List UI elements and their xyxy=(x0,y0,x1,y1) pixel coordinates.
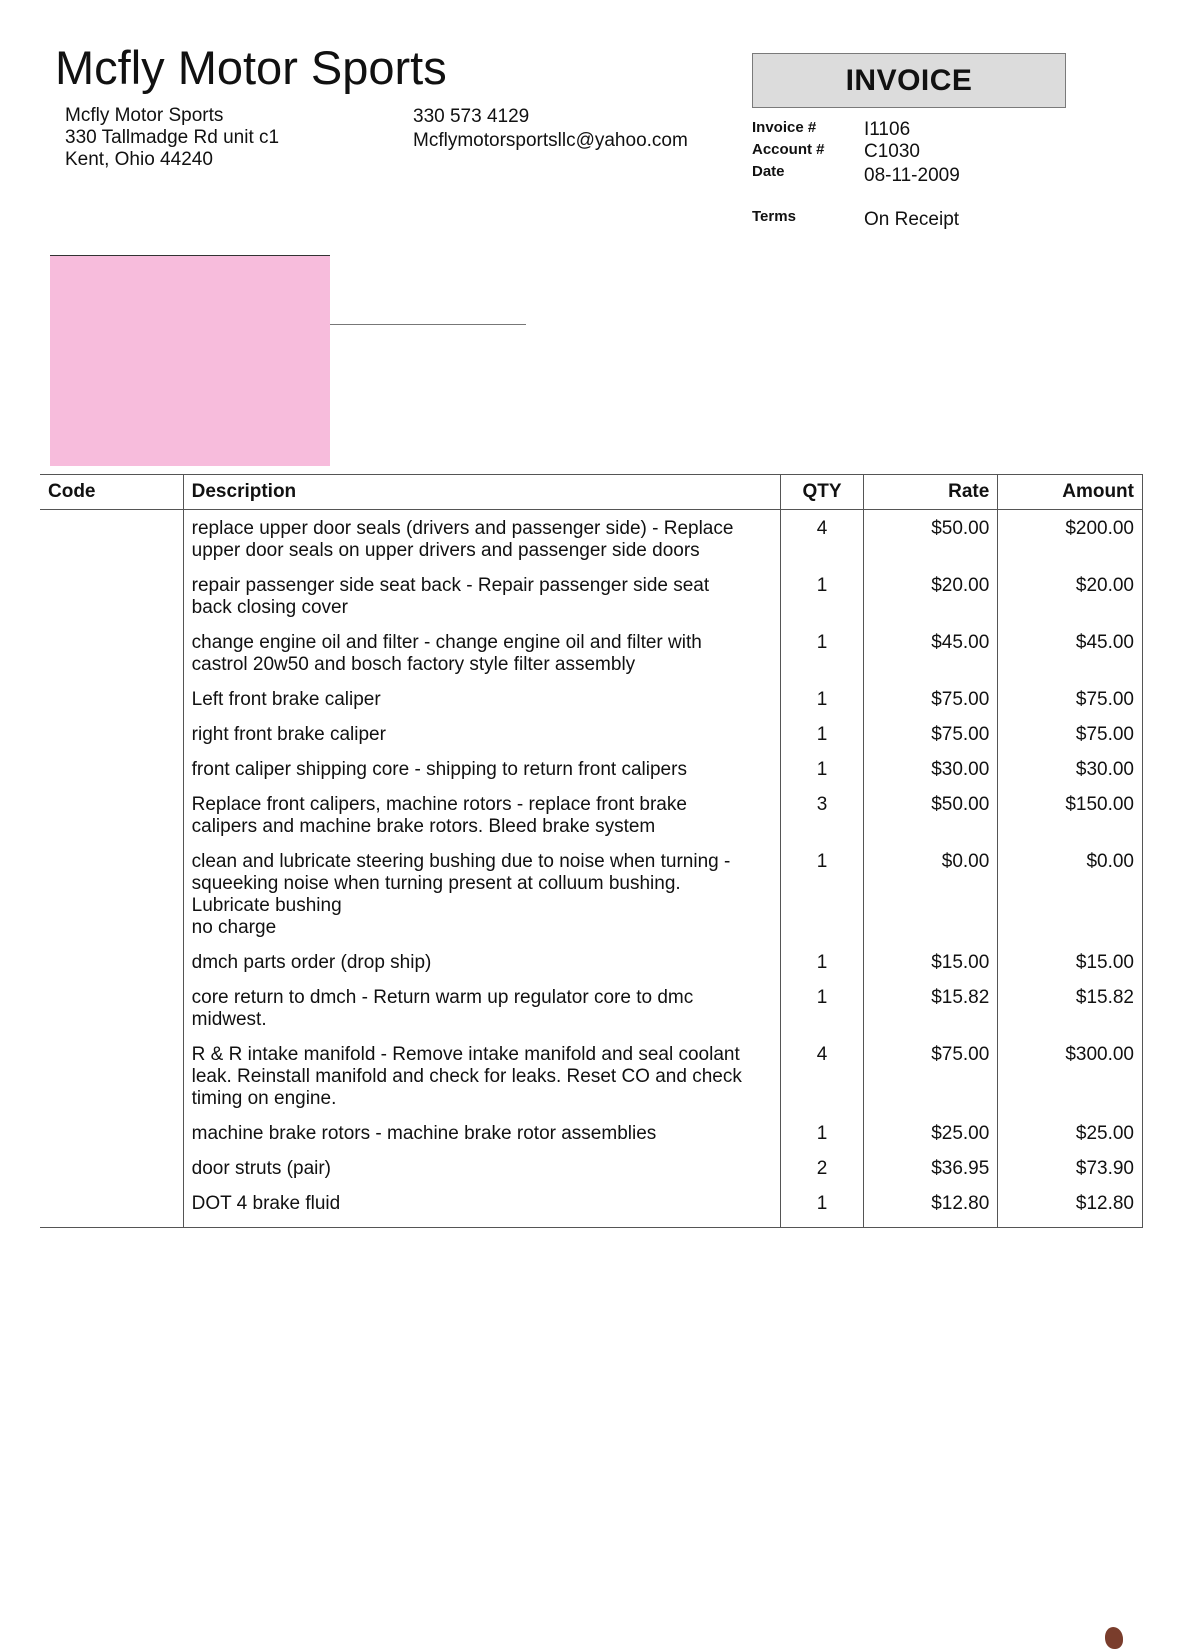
table-row xyxy=(40,751,1143,786)
description-line: calipers and machine brake rotors. Bleed brake system xyxy=(191,816,656,837)
cell-amount: $200.00 xyxy=(998,510,1143,568)
table-row xyxy=(40,1115,1143,1150)
description-line: upper door seals on upper drivers and passenger side doors xyxy=(191,540,700,561)
description-line: midwest. xyxy=(191,1009,267,1030)
company-title: Mcfly Motor Sports xyxy=(55,41,447,94)
cell-qty: 1 xyxy=(781,979,863,1036)
description-line: replace upper door seals (drivers and passenger side) - Replace xyxy=(191,518,734,539)
table-row xyxy=(40,510,1143,568)
description-line: squeeking noise when turning present at colluum bushing. xyxy=(191,873,681,894)
description-line: castrol 20w50 and bosch factory style filter assembly xyxy=(191,654,636,675)
table-row xyxy=(40,843,1143,944)
cell-description xyxy=(183,1036,781,1115)
address-line-2: 330 Tallmadge Rd unit c1 xyxy=(65,127,280,148)
cell-qty: 3 xyxy=(781,786,863,843)
invoice-number-label: Invoice # xyxy=(752,119,817,136)
table-row xyxy=(40,786,1143,843)
description-line: change engine oil and filter - change engine oil and filter with xyxy=(191,632,702,653)
cell-amount: $300.00 xyxy=(998,1036,1143,1115)
table-row xyxy=(40,1036,1143,1115)
cell-code xyxy=(40,1115,183,1150)
description-line: front caliper shipping core - shipping to return front calipers xyxy=(191,759,687,780)
description-line: door struts (pair) xyxy=(191,1158,332,1179)
table-row xyxy=(40,716,1143,751)
cell-code xyxy=(40,1036,183,1115)
cell-description xyxy=(183,1185,781,1228)
cell-rate: $0.00 xyxy=(863,843,998,944)
cell-code xyxy=(40,751,183,786)
invoice-heading: INVOICE xyxy=(752,53,1066,108)
cell-amount: $0.00 xyxy=(998,843,1143,944)
cell-code xyxy=(40,681,183,716)
description-line: core return to dmch - Return warm up regulator core to dmc xyxy=(191,987,694,1008)
cell-amount: $45.00 xyxy=(998,624,1143,681)
table-row xyxy=(40,681,1143,716)
cell-amount: $12.80 xyxy=(998,1185,1143,1228)
cell-rate: $12.80 xyxy=(863,1185,998,1228)
cell-description xyxy=(183,843,781,944)
cell-description xyxy=(183,1150,781,1185)
table-row xyxy=(40,624,1143,681)
company-contact xyxy=(413,105,688,153)
cell-qty: 1 xyxy=(781,681,863,716)
cell-code xyxy=(40,843,183,944)
date-value: 08-11-2009 xyxy=(864,165,960,186)
terms-label: Terms xyxy=(752,208,796,225)
cell-rate: $75.00 xyxy=(863,681,998,716)
cell-rate: $75.00 xyxy=(863,1036,998,1115)
cell-description xyxy=(183,979,781,1036)
cell-qty: 1 xyxy=(781,624,863,681)
description-line: back closing cover xyxy=(191,597,348,618)
cell-rate: $50.00 xyxy=(863,786,998,843)
cell-amount: $73.90 xyxy=(998,1150,1143,1185)
header-amount: Amount xyxy=(998,475,1143,510)
description-line: R & R intake manifold - Remove intake manifold and seal coolant xyxy=(191,1044,740,1065)
cell-description xyxy=(183,624,781,681)
table-row xyxy=(40,1185,1143,1228)
header-qty: QTY xyxy=(781,475,863,510)
cell-amount: $150.00 xyxy=(998,786,1143,843)
terms-value: On Receipt xyxy=(864,209,960,230)
cell-rate: $75.00 xyxy=(863,716,998,751)
header-code: Code xyxy=(40,475,183,510)
cell-description xyxy=(183,1115,781,1150)
description-line: Replace front calipers, machine rotors - replace front brake xyxy=(191,794,687,815)
cell-qty: 1 xyxy=(781,1115,863,1150)
table-row xyxy=(40,944,1143,979)
cell-rate: $30.00 xyxy=(863,751,998,786)
cell-amount: $15.82 xyxy=(998,979,1143,1036)
cell-amount: $25.00 xyxy=(998,1115,1143,1150)
address-line-1: Mcfly Motor Sports xyxy=(65,105,224,126)
company-email: Mcflymotorsportsllc@yahoo.com xyxy=(413,130,688,151)
cell-amount: $20.00 xyxy=(998,567,1143,624)
cell-code xyxy=(40,1150,183,1185)
cell-description xyxy=(183,751,781,786)
description-line: timing on engine. xyxy=(191,1088,337,1109)
table-header-row xyxy=(40,475,1143,510)
cell-rate: $45.00 xyxy=(863,624,998,681)
invoice-number-value: I1106 xyxy=(864,119,911,140)
company-phone: 330 573 4129 xyxy=(413,106,530,127)
cell-qty: 1 xyxy=(781,944,863,979)
description-line: machine brake rotors - machine brake rotor assemblies xyxy=(191,1123,657,1144)
address-divider xyxy=(330,324,526,325)
cell-rate: $15.82 xyxy=(863,979,998,1036)
cell-rate: $25.00 xyxy=(863,1115,998,1150)
account-number-label: Account # xyxy=(752,141,825,158)
cell-qty: 1 xyxy=(781,843,863,944)
description-line: dmch parts order (drop ship) xyxy=(191,952,432,973)
cell-description xyxy=(183,681,781,716)
header-description: Description xyxy=(183,475,781,510)
cell-qty: 1 xyxy=(781,751,863,786)
cell-qty: 2 xyxy=(781,1150,863,1185)
line-items-table xyxy=(40,474,1143,1228)
account-number-value: C1030 xyxy=(864,141,920,162)
description-line: Lubricate bushing xyxy=(191,895,342,916)
cell-code xyxy=(40,624,183,681)
company-address xyxy=(65,105,279,171)
cell-qty: 1 xyxy=(781,716,863,751)
cell-qty: 4 xyxy=(781,1036,863,1115)
header-rate: Rate xyxy=(863,475,998,510)
table-row xyxy=(40,979,1143,1036)
table-row xyxy=(40,1150,1143,1185)
cell-amount: $75.00 xyxy=(998,681,1143,716)
description-line: leak. Reinstall manifold and check for leaks. Reset CO and check xyxy=(191,1066,742,1087)
cell-qty: 4 xyxy=(781,510,863,568)
description-line: DOT 4 brake fluid xyxy=(191,1193,341,1214)
description-line: repair passenger side seat back - Repair passenger side seat xyxy=(191,575,710,596)
description-line: right front brake caliper xyxy=(191,724,386,745)
cell-code xyxy=(40,716,183,751)
table-body xyxy=(40,510,1143,1228)
cell-code xyxy=(40,510,183,568)
cell-description xyxy=(183,510,781,568)
cell-amount: $75.00 xyxy=(998,716,1143,751)
cell-code xyxy=(40,567,183,624)
cell-description xyxy=(183,716,781,751)
redaction-sticky-note xyxy=(50,255,330,466)
cell-amount: $30.00 xyxy=(998,751,1143,786)
ink-blot xyxy=(1105,1627,1123,1649)
cell-rate: $36.95 xyxy=(863,1150,998,1185)
cell-code xyxy=(40,944,183,979)
cell-description xyxy=(183,786,781,843)
cell-rate: $20.00 xyxy=(863,567,998,624)
cell-qty: 1 xyxy=(781,567,863,624)
cell-qty: 1 xyxy=(781,1185,863,1228)
description-line: no charge xyxy=(191,917,277,938)
address-line-3: Kent, Ohio 44240 xyxy=(65,149,213,170)
cell-code xyxy=(40,1185,183,1228)
cell-code xyxy=(40,786,183,843)
cell-amount: $15.00 xyxy=(998,944,1143,979)
description-line: Left front brake caliper xyxy=(191,689,381,710)
cell-rate: $50.00 xyxy=(863,510,998,568)
cell-description xyxy=(183,567,781,624)
cell-code xyxy=(40,979,183,1036)
cell-description xyxy=(183,944,781,979)
description-line: clean and lubricate steering bushing due to noise when turning - xyxy=(191,851,731,872)
table-row xyxy=(40,567,1143,624)
date-label: Date xyxy=(752,163,785,180)
cell-rate: $15.00 xyxy=(863,944,998,979)
